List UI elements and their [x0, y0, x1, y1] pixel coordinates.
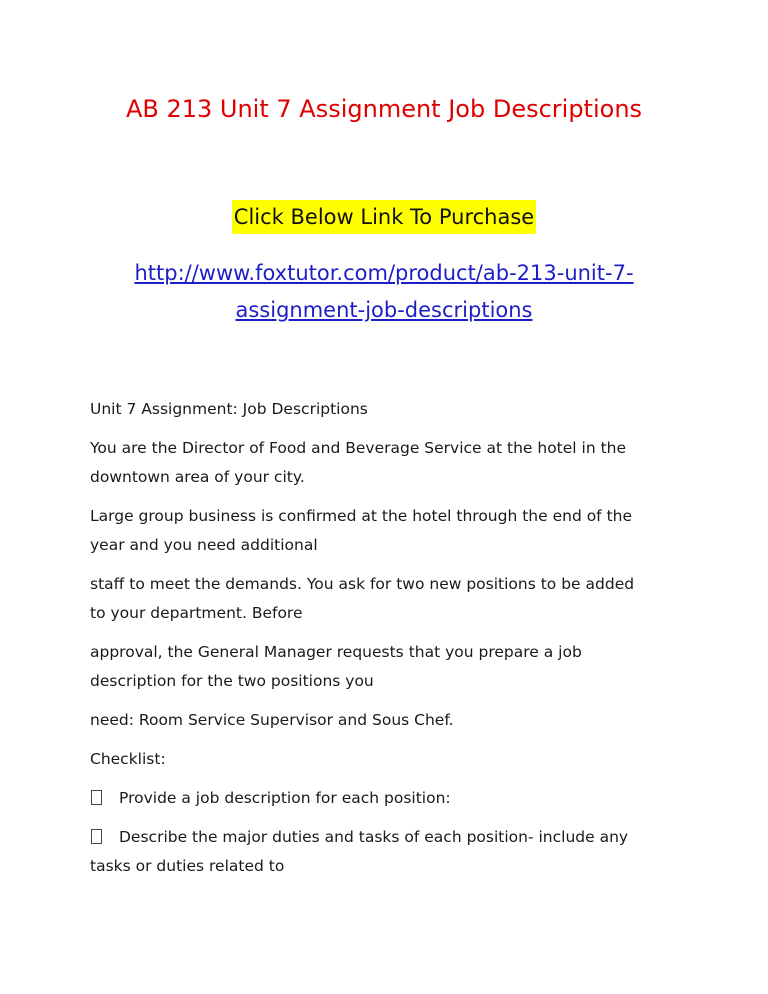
checklist-heading: Checklist: [90, 750, 166, 768]
purchase-link-line-2[interactable]: assignment-job-descriptions [235, 298, 533, 322]
checklist-item [90, 823, 690, 852]
checkbox-glyph-icon [91, 790, 102, 805]
paragraph-line: tasks or duties related to [90, 857, 285, 875]
document-title: AB 213 Unit 7 Assignment Job Descriptions [125, 95, 643, 123]
purchase-callout [0, 200, 768, 234]
paragraph-line: need: Room Service Supervisor and Sous Chef. [90, 711, 454, 729]
checkbox-glyph-icon [91, 829, 102, 844]
paragraph-line: You are the Director of Food and Beverage Service at the hotel in the [90, 439, 627, 457]
purchase-callout-text: Click Below Link To Purchase [232, 200, 536, 234]
checklist-item [90, 784, 690, 813]
purchase-link[interactable] [0, 255, 768, 329]
checklist-item-text: Provide a job description for each position: [119, 789, 451, 807]
paragraph-line: description for the two positions you [90, 672, 374, 690]
paragraph-line: to your department. Before [90, 604, 303, 622]
section-heading: Unit 7 Assignment: Job Descriptions [90, 400, 368, 418]
paragraph-line: year and you need additional [90, 536, 318, 554]
document-body [90, 395, 690, 881]
paragraph-line: Large group business is confirmed at the hotel through the end of the [90, 507, 633, 525]
checklist-item-text: Describe the major duties and tasks of each position- include any [119, 828, 629, 846]
purchase-link-line-1[interactable]: http://www.foxtutor.com/product/ab-213-unit-7- [134, 261, 634, 285]
paragraph-line: approval, the General Manager requests that you prepare a job [90, 643, 582, 661]
paragraph-line: downtown area of your city. [90, 468, 305, 486]
paragraph-line: staff to meet the demands. You ask for two new positions to be added [90, 575, 635, 593]
